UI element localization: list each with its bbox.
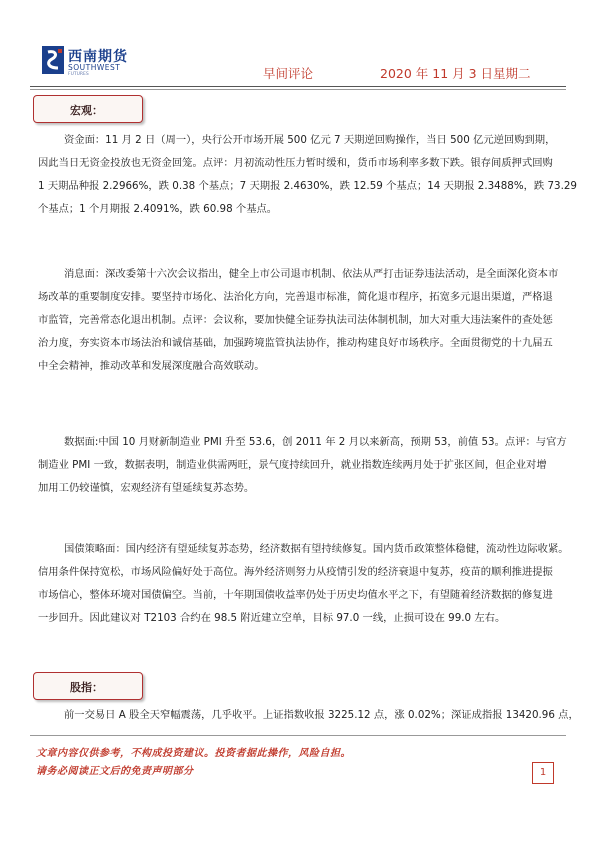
paragraph-line: 前一交易日 A 股全天窄幅震荡，几乎收平。上证指数收报 3225.12 点，涨 0.02%；深证成指报 13420.96 点， [64, 709, 579, 721]
company-logo [42, 44, 128, 78]
paragraph-line: 中全会精神，推动改革和发展深度融合高效联动。 [38, 360, 265, 372]
disclaimer-text: 文章内容仅供参考，不构成投资建议。投资者据此操作，风险自担。 [36, 748, 351, 759]
logo-text-en: SOUTHWEST [68, 63, 121, 72]
section-label-stocks: 股指： [70, 681, 103, 694]
paragraph-line: 数据面:中国 10 月财新制造业 PMI 升至 53.6，创 2011 年 2 月以来新高，预期 53，前值 53。点评：与官方 [64, 436, 567, 448]
disclaimer-notice: 请务必阅读正文后的免责声明部分 [36, 766, 194, 777]
paragraph-line: 市监管，完善常态化退出机制。点评：会议称，要加快健全证券执法司法体制机制，加大对重大违法案件的查处惩 [38, 314, 553, 326]
paragraph-line: 个基点；1 个月期报 2.4091%，跌 60.98 个基点。 [38, 203, 278, 215]
paragraph-line: 消息面：深改委第十六次会议指出，健全上市公司退市机制、依法从严打击证券违法活动，是全面深化资本市 [64, 268, 559, 280]
paragraph-line: 信用条件保持宽松，市场风险偏好处于高位。海外经济则努力从疫情引发的经济衰退中复苏，疫苗的顺利推进提振 [38, 566, 553, 578]
paragraph-line: 资金面：11 月 2 日（周一），央行公开市场开展 500 亿元 7 天期逆回购操作，当日 500 亿元逆回购到期， [64, 134, 556, 146]
paragraph-line: 治力度，夯实资本市场法治和诚信基础，加强跨境监管执法协作，推动构建良好市场秩序。全面贯彻党的十九届五 [38, 337, 553, 349]
paragraph-news [38, 263, 559, 378]
paragraph-index [64, 704, 579, 727]
header-divider [30, 86, 566, 87]
logo-mark-icon [42, 46, 64, 74]
paragraph-line: 加用工仍较谨慎，宏观经济有望延续复苏态势。 [38, 482, 255, 494]
paragraph-capital [38, 129, 577, 221]
paragraph-data [38, 431, 567, 500]
report-title: 早间评论 [263, 66, 314, 81]
paragraph-line: 一步回升。因此建议对 T2103 合约在 98.5 附近建立空单，目标 97.0 一线，止损可设在 99.0 左右。 [38, 612, 506, 624]
paragraph-line: 场改革的重要制度安排。要坚持市场化、法治化方向，完善退市标准，简化退市程序，拓宽多元退出渠道，严格退 [38, 291, 553, 303]
paragraph-line: 市场信心，整体环境对国债偏空。当前，十年期国债收益率仍处于历史均值水平之下，有望随着经济数据的修复进 [38, 589, 553, 601]
header-divider-thin [30, 89, 566, 90]
paragraph-bonds [38, 538, 569, 630]
report-date: 2020 年 11 月 3 日星期二 [380, 66, 531, 81]
paragraph-line: 国债策略面：国内经济有望延续复苏态势，经济数据有望持续修复。国内货币政策整体稳健，流动性边际收紧。 [64, 543, 569, 555]
section-header-stocks [33, 672, 143, 700]
page-number: 1 [532, 762, 554, 784]
paragraph-line: 1 天期品种报 2.2966%，跌 0.38 个基点；7 天期报 2.4630%，跌 12.59 个基点；14 天期报 2.3488%，跌 73.29 [38, 180, 577, 192]
section-header-macro [33, 95, 143, 123]
paragraph-line: 制造业 PMI 一致，数据表明，制造业供需两旺，景气度持续回升，就业指数连续两月处于扩张区间，但企业对增 [38, 459, 547, 471]
paragraph-line: 因此当日无资金投放也无资金回笼。点评：月初流动性压力暂时缓和，货币市场利率多数下跌。银存间质押式回购 [38, 157, 553, 169]
footer-divider [30, 735, 566, 736]
logo-text-cn: 西南期货 [68, 49, 128, 65]
section-label-macro: 宏观： [70, 104, 103, 117]
logo-text-en-sub: FUTURES [68, 72, 89, 77]
